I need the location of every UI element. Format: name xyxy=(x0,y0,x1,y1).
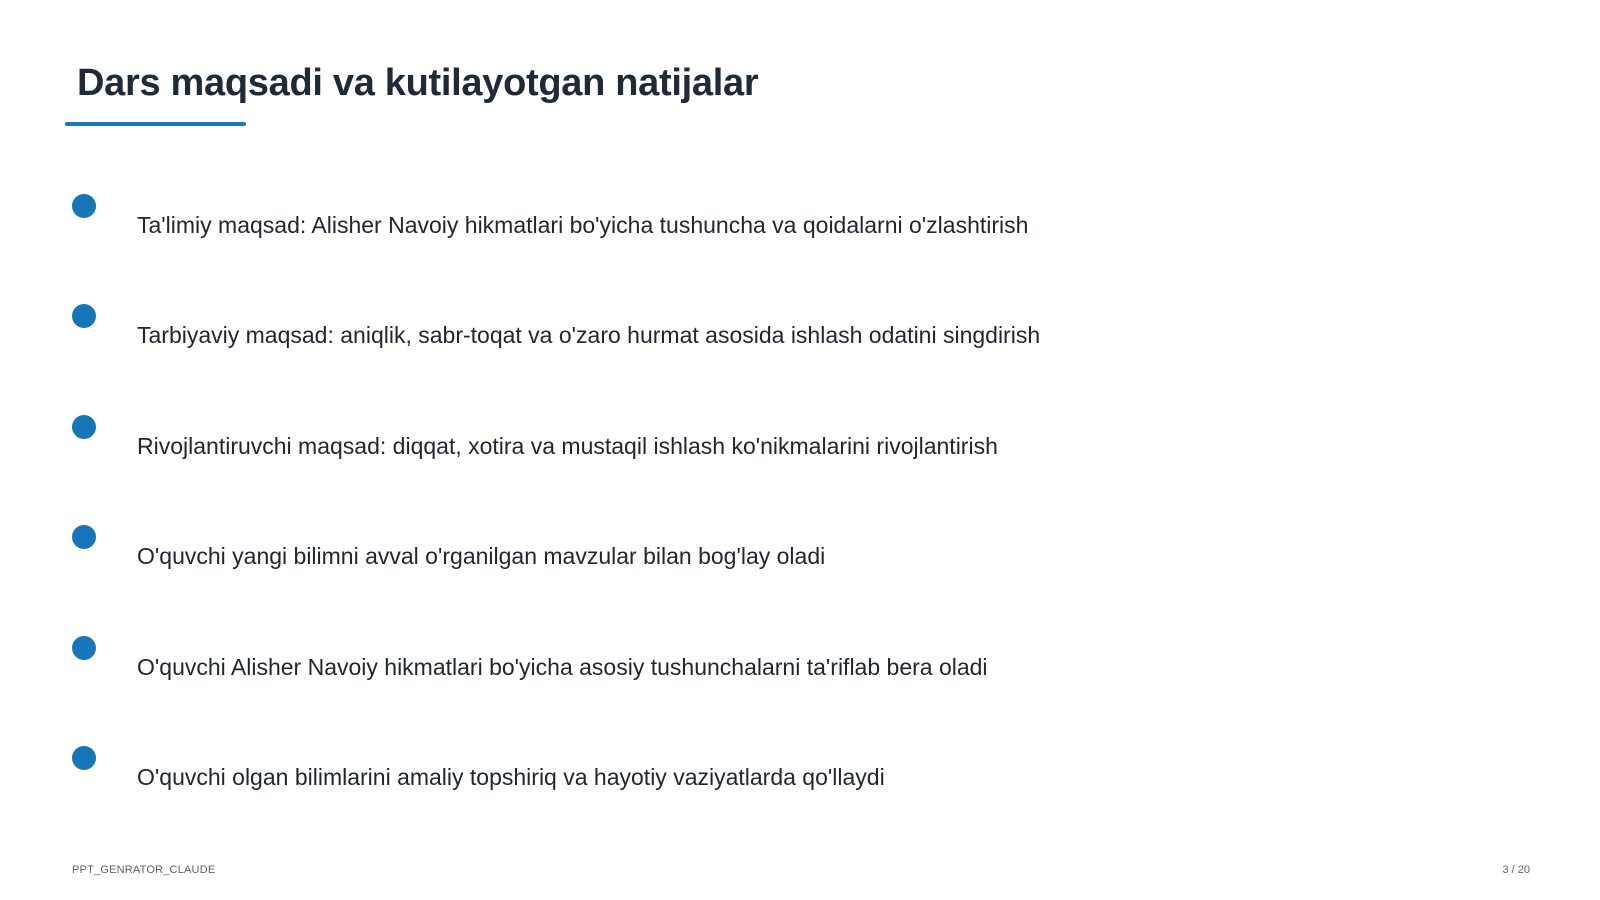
page-number: 3 / 20 xyxy=(1502,864,1530,876)
bullet-dot-icon xyxy=(72,525,96,549)
list-item-text: Tarbiyaviy maqsad: aniqlik, sabr-toqat va o'zaro hurmat asosida ishlash odatini singdirish xyxy=(137,322,1041,348)
list-item xyxy=(72,304,1272,364)
list-item xyxy=(72,636,1272,696)
bullet-dot-icon xyxy=(72,415,96,439)
list-item xyxy=(72,194,1272,254)
list-item xyxy=(72,415,1272,475)
list-item-text: O'quvchi Alisher Navoiy hikmatlari bo'yicha asosiy tushunchalarni ta'riflab bera oladi xyxy=(137,654,988,680)
slide-title: Dars maqsadi va kutilayotgan natijalar xyxy=(77,62,759,104)
list-item xyxy=(72,746,1272,806)
list-item-text: Rivojlantiruvchi maqsad: diqqat, xotira va mustaqil ishlash ko'nikmalarini rivojlantirish xyxy=(137,433,998,459)
list-item xyxy=(72,525,1272,585)
list-item-text: Ta'limiy maqsad: Alisher Navoiy hikmatlari bo'yicha tushuncha va qoidalarni o'zlashtirish xyxy=(137,212,1029,238)
bullet-dot-icon xyxy=(72,746,96,770)
bullet-dot-icon xyxy=(72,636,96,660)
bullet-dot-icon xyxy=(72,304,96,328)
list-item-text: O'quvchi olgan bilimlarini amaliy topshiriq va hayotiy vaziyatlarda qo'llaydi xyxy=(137,764,885,790)
footer-source: PPT_GENRATOR_CLAUDE xyxy=(72,864,216,876)
bullet-dot-icon xyxy=(72,194,96,218)
list-item-text: O'quvchi yangi bilimni avval o'rganilgan mavzular bilan bog'lay oladi xyxy=(137,543,826,569)
